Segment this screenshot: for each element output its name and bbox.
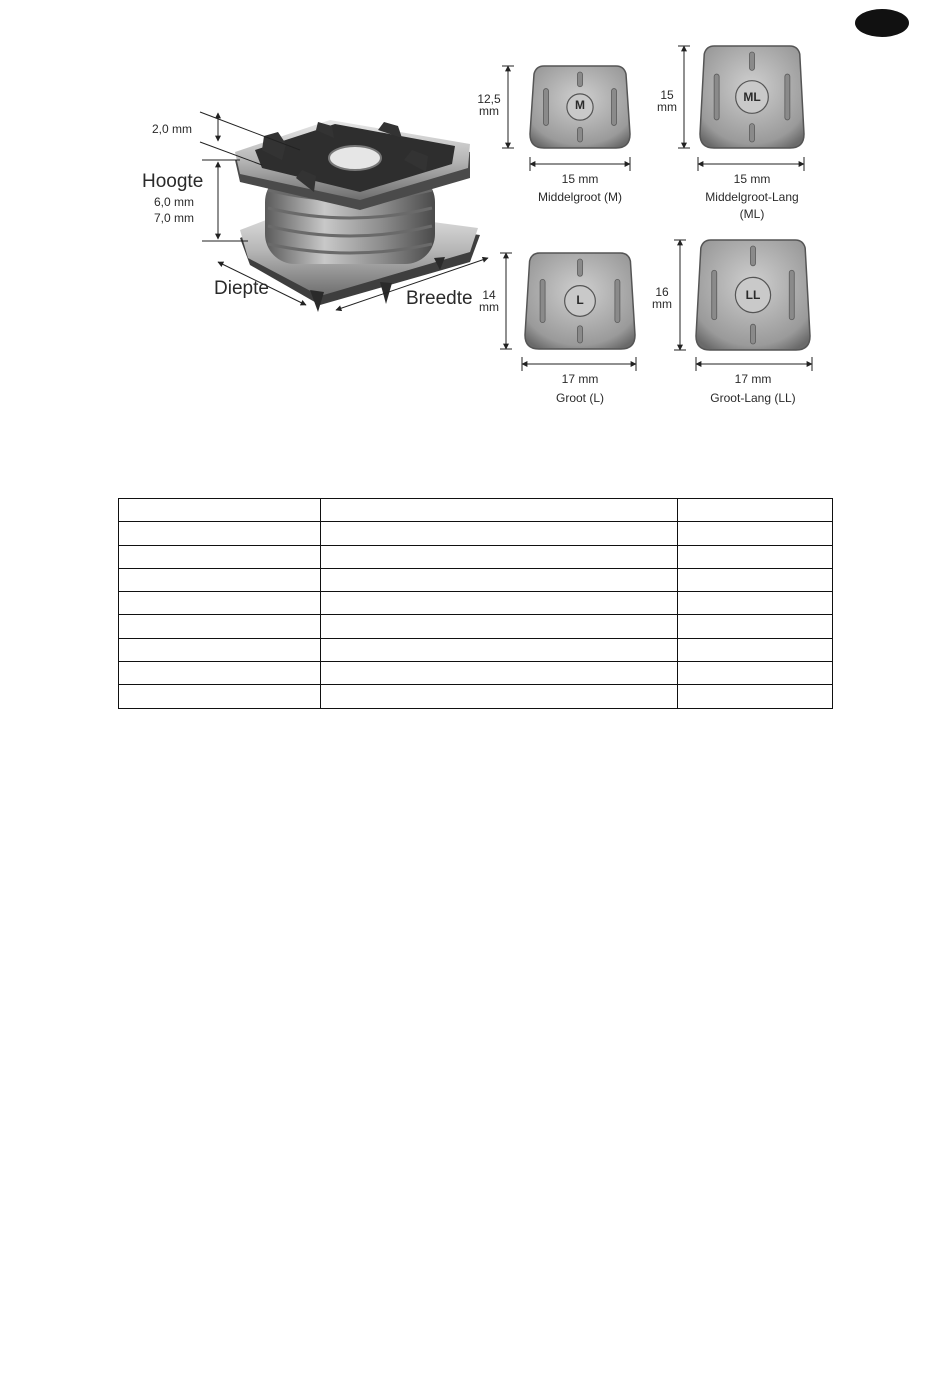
table-cell xyxy=(119,662,321,685)
footprint-ridge xyxy=(789,270,794,320)
size-m-depth-unit: mm xyxy=(479,104,499,118)
table-cell xyxy=(678,545,833,568)
table-cell xyxy=(678,568,833,591)
size-ml-code: ML xyxy=(743,90,761,104)
footprint-ridge xyxy=(714,74,719,120)
plate-thickness-label: 2,0 mm xyxy=(152,122,193,136)
table-cell xyxy=(678,499,833,522)
footprint-ridge xyxy=(578,259,583,276)
height-value-1: 6,0 mm xyxy=(154,195,195,209)
size-footprints xyxy=(500,46,812,371)
footprint-ridge xyxy=(544,89,549,126)
table-cell xyxy=(321,638,678,661)
table-cell xyxy=(678,685,833,708)
size-ll-depth-unit: mm xyxy=(652,297,672,311)
table-cell xyxy=(678,615,833,638)
size-l-name: Groot (L) xyxy=(555,391,605,405)
size-ml-name-code: (ML) xyxy=(739,207,765,221)
footprint-ridge xyxy=(751,324,756,344)
table-cell xyxy=(119,545,321,568)
table-cell xyxy=(678,638,833,661)
table-cell xyxy=(119,568,321,591)
table-row xyxy=(119,662,833,685)
table-cell xyxy=(321,592,678,615)
size-footprint-m xyxy=(502,66,630,171)
footprint-ridge xyxy=(578,127,583,142)
size-footprint-ml xyxy=(678,46,804,171)
footprint-ridge xyxy=(750,124,755,142)
size-ml-width: 15 mm xyxy=(733,172,771,186)
footprint-ridge xyxy=(578,72,583,87)
table-row xyxy=(119,685,833,708)
size-ml-name: Middelgroot-Lang xyxy=(705,190,799,204)
table-cell xyxy=(321,499,678,522)
size-m-name: Middelgroot (M) xyxy=(537,190,623,204)
table-cell xyxy=(119,685,321,708)
table-cell xyxy=(119,592,321,615)
size-m-width: 15 mm xyxy=(561,172,599,186)
footprint-ridge xyxy=(615,279,620,322)
size-l-code: L xyxy=(576,293,584,307)
width-label: Breedte xyxy=(406,288,473,309)
footprint-ridge xyxy=(540,279,545,322)
depth-label: Diepte xyxy=(214,278,269,299)
footprint-ridge xyxy=(750,52,755,70)
size-footprint-l xyxy=(500,253,636,371)
table-cell xyxy=(321,662,678,685)
footprint-ridge xyxy=(578,326,583,343)
table-row xyxy=(119,638,833,661)
footprint-ridge xyxy=(712,270,717,320)
size-l-width: 17 mm xyxy=(561,372,599,386)
footprint-ridge xyxy=(785,74,790,120)
size-m-code: M xyxy=(575,98,585,112)
size-ll-width: 17 mm xyxy=(734,372,772,386)
table-cell xyxy=(321,685,678,708)
size-l-depth: 14 xyxy=(482,288,496,302)
table-cell xyxy=(678,592,833,615)
table-cell xyxy=(678,522,833,545)
size-m-depth: 12,5 xyxy=(477,92,501,106)
implant-illustration xyxy=(0,0,950,430)
size-footprint-ll xyxy=(674,240,812,371)
table-row xyxy=(119,615,833,638)
size-ml-depth-unit: mm xyxy=(657,100,677,114)
implant-3d xyxy=(235,120,480,312)
table-cell xyxy=(321,568,678,591)
footprint-ridge xyxy=(751,246,756,266)
table-row xyxy=(119,499,833,522)
specs-table xyxy=(118,498,833,709)
height-value-2: 7,0 mm xyxy=(154,211,195,225)
table-cell xyxy=(119,522,321,545)
table-cell xyxy=(321,615,678,638)
footprint-ridge xyxy=(612,89,617,126)
size-ll-name: Groot-Lang (LL) xyxy=(710,391,796,405)
size-ml-depth: 15 xyxy=(660,88,674,102)
table-cell xyxy=(119,638,321,661)
size-l-depth-unit: mm xyxy=(479,300,499,314)
table-cell xyxy=(119,499,321,522)
size-ll-code: LL xyxy=(745,288,761,302)
table-cell xyxy=(119,615,321,638)
table-row xyxy=(119,522,833,545)
table-cell xyxy=(321,522,678,545)
table-row xyxy=(119,545,833,568)
table-cell xyxy=(678,662,833,685)
implant-figure xyxy=(0,0,950,430)
height-title: Hoogte xyxy=(142,171,204,192)
table-cell xyxy=(321,545,678,568)
table-row xyxy=(119,568,833,591)
size-ll-depth: 16 xyxy=(655,285,669,299)
table-row xyxy=(119,592,833,615)
